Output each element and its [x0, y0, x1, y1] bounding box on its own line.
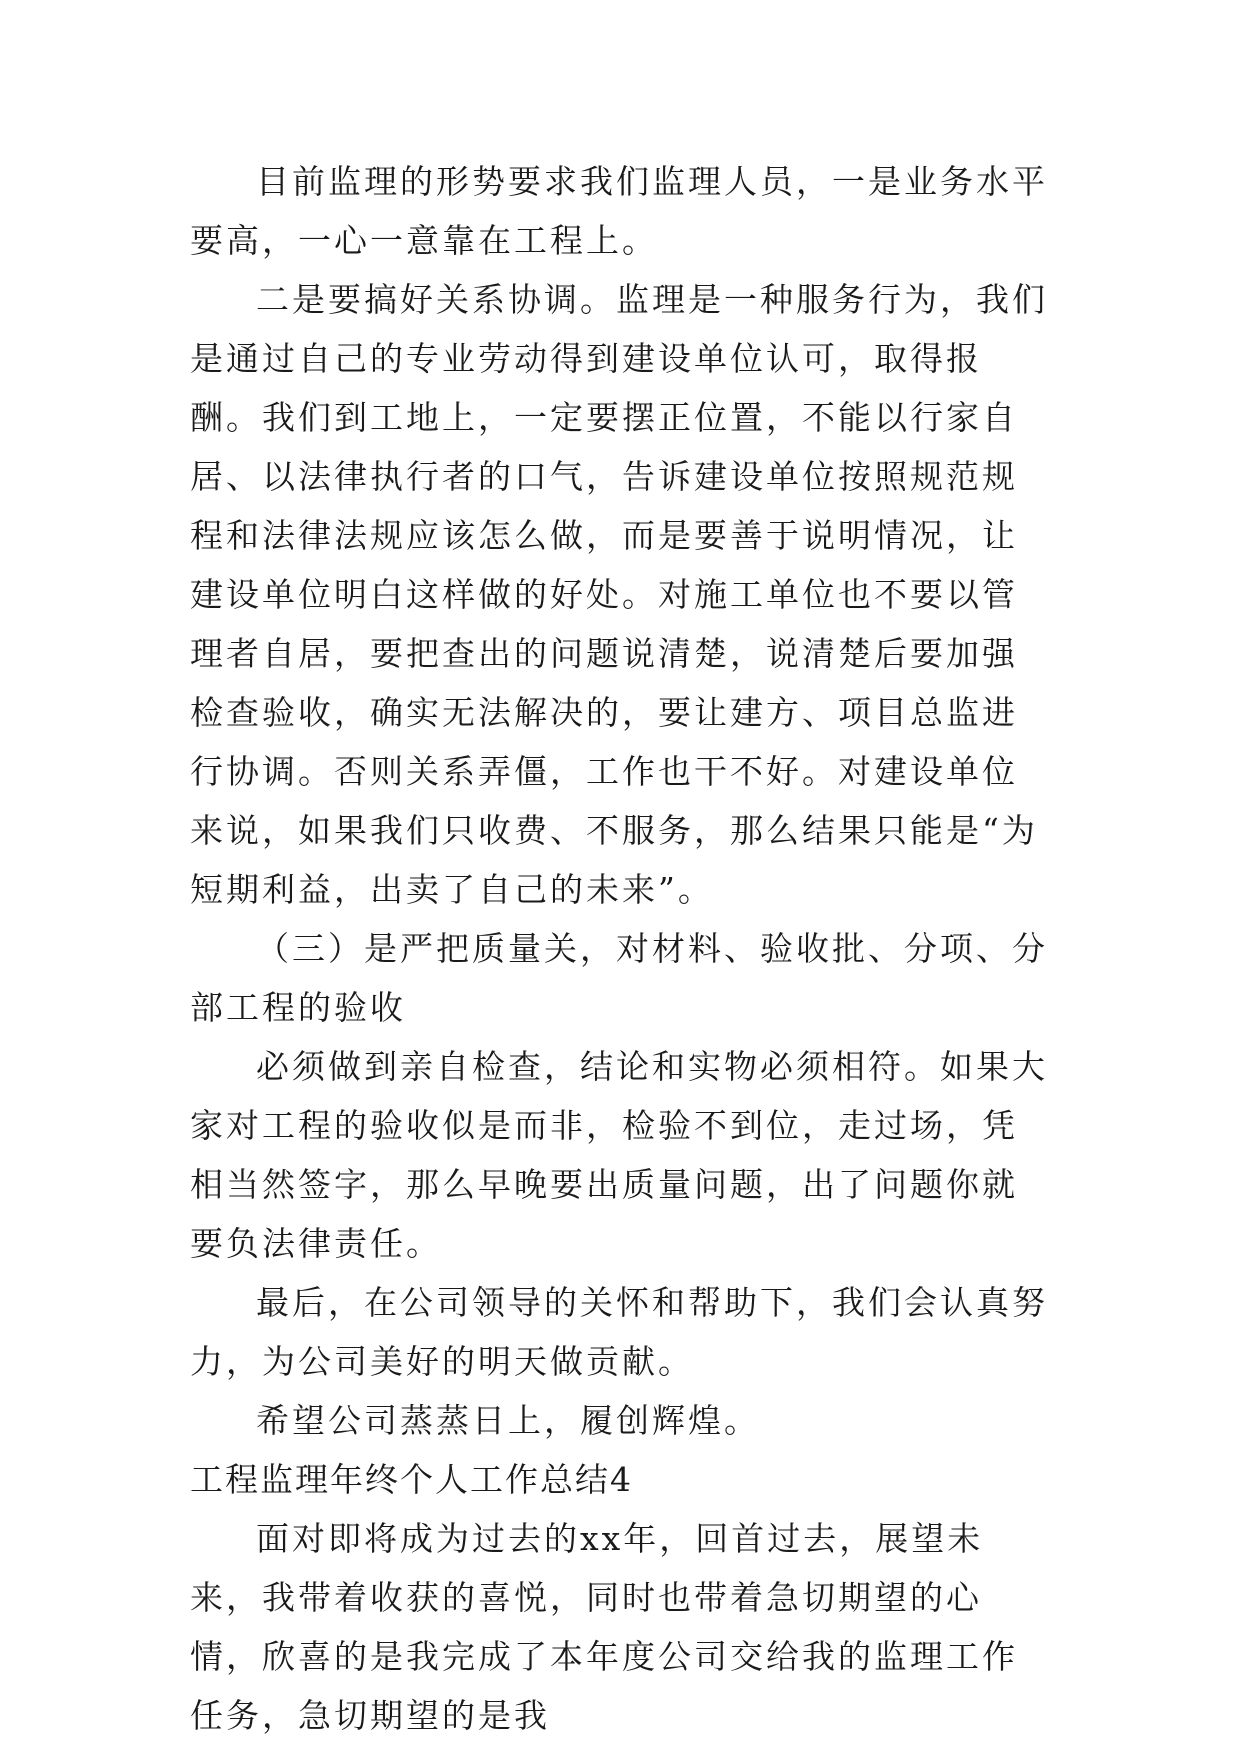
paragraph-supervision-requirements: 目前监理的形势要求我们监理人员，一是业务水平要高，一心一意靠在工程上。 [190, 162, 1048, 260]
paragraph-year-review: 面对即将成为过去的xx年，回首过去，展望未来，我带着收获的喜悦，同时也带着急切期望的心情，欣喜的是我完成了本年度公司交给我的监理工作任务，急切期望的是我 [190, 1519, 1018, 1735]
paragraph-closing-effort: 最后，在公司领导的关怀和帮助下，我们会认真努力，为公司美好的明天做贡献。 [190, 1283, 1048, 1381]
paragraph-quality-control: （三）是严把质量关，对材料、验收批、分项、分部工程的验收 [190, 929, 1048, 1027]
paragraph-coordination: 二是要搞好关系协调。监理是一种服务行为，我们是通过自己的专业劳动得到建设单位认可，取得报酬。我们到工地上，一定要摆正位置，不能以行家自居、以法律执行者的口气，告诉建设单位按照规范规程和法律法规应该怎么做，而是要善于说明情况，让建设单位明白这样做的好处。对施工单位也不要以管理者自居，要把查出的问题说清楚，说清楚后要加强检查验收，确实无法解决的，要让建方、项目总监进行协调。否则关系弄僵，工作也干不好。对建设单位来说，如果我们只收费、不服务，那么结果只能是“为短期利益，出卖了自己的未来”。 [190, 280, 1048, 909]
document-page [190, 152, 1050, 1745]
paragraph-wishes: 希望公司蒸蒸日上，履创辉煌。 [256, 1401, 760, 1440]
section-title: 工程监理年终个人工作总结4 [190, 1460, 633, 1499]
paragraph-inspection: 必须做到亲自检查，结论和实物必须相符。如果大家对工程的验收似是而非，检验不到位，走过场，凭相当然签字，那么早晚要出质量问题，出了问题你就要负法律责任。 [190, 1047, 1048, 1263]
